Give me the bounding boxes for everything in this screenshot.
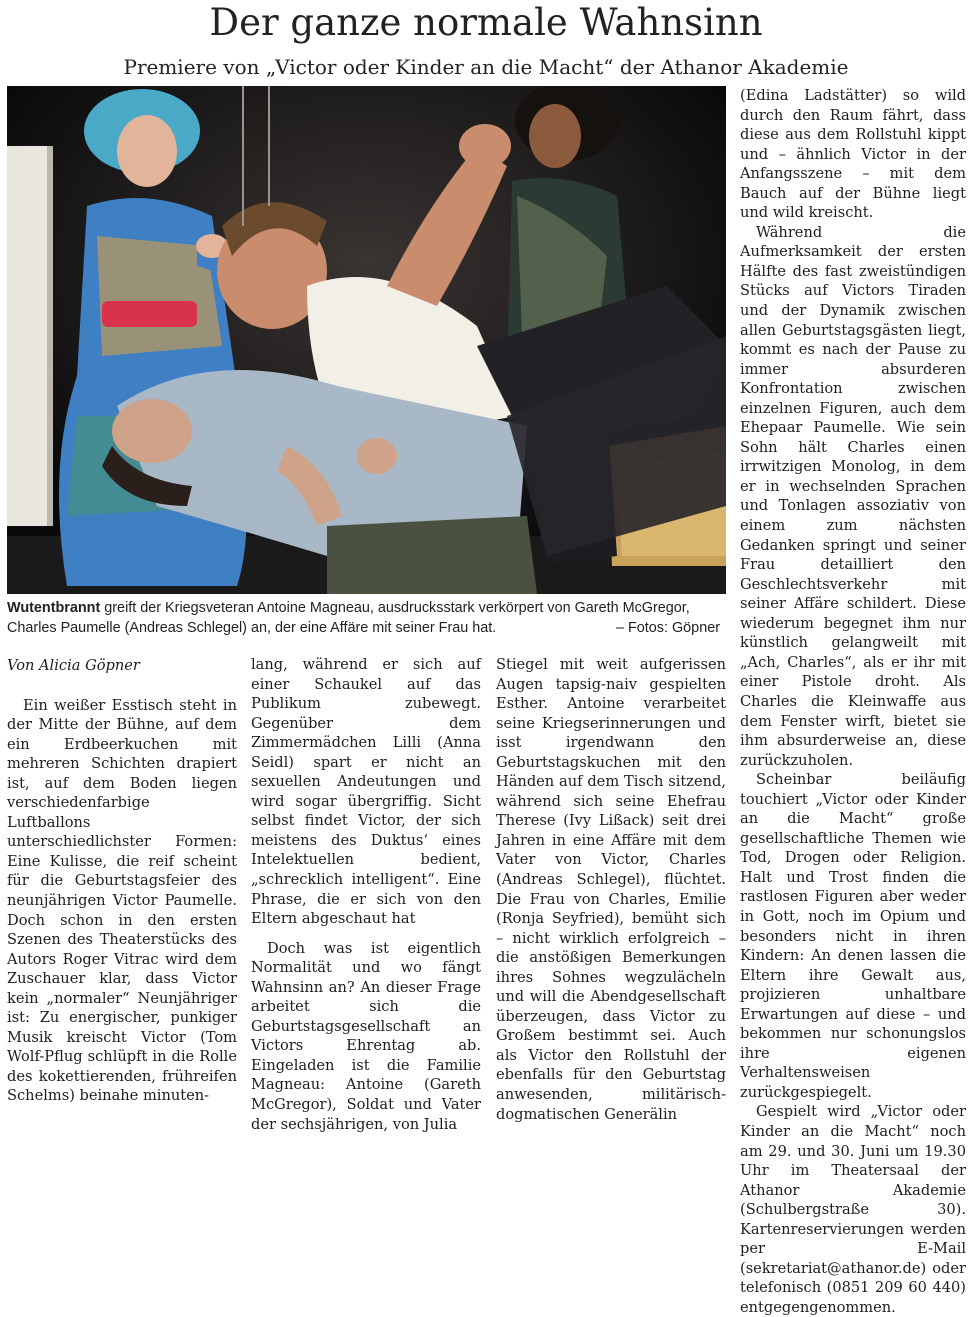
byline: Von Alicia Göpner: [7, 657, 140, 674]
photo-credit: – Fotos: Göpner: [616, 620, 720, 636]
subheadline: Premiere von „Victor oder Kinder an die Macht“ der Athanor Akademie: [123, 55, 849, 79]
headline: Der ganze normale Wahnsinn: [209, 1, 763, 44]
stage-photo-illustration: [7, 86, 726, 594]
paragraph: Während die Aufmerksamkeit der ersten Hälfte des fast zweistündigen Stücks auf Victors Tiraden und der Dynamik zwischen allen Geburtstagsgästen liegt, kommt es nach der Pause zu immer absurderen Konfrontation zwischen einzelnen Figuren, auch dem Ehepaar Paumelle. Wie sein Sohn hält Charles einen irrwitzigen Monolog, in dem er in wechselnden Sprachen und Tonlagen assoziativ von einem zum nächsten Gedanken springt und seiner Frau detailliert den Geschlechtsverkehr mit seiner Affäre schildert. Diese wiederum begegnet ihm nur künstlich gelangweilt mit „Ach, Charles“, als er ihr mit einer Pistole droht. Als Charles die Kleinwaffe aus dem Fenster wirft, bietet sie ihm absurderweise an, diese zurückzuholen.: [740, 223, 966, 769]
article-column-1: [7, 656, 237, 1106]
paragraph: Doch was ist eigentlich Normalität und wo fängt Wahnsinn an? An dieser Frage arbeitet sich die Geburtstagsgesellschaft an Victors Ehrentag ab. Eingeladen ist die Familie Magneau: Antoine (Gareth McGregor), Soldat und Vater der sechsjährigen, von Julia: [251, 939, 481, 1133]
article-column-2: [251, 655, 481, 1134]
paragraph: lang, während er sich auf einer Schaukel auf das Publikum zubewegt. Gegenüber dem Zimmermädchen Lilli (Anna Seidl) spart er nicht an sexuellen Andeutungen und wird sogar übergriffig. Sicht selbst findet Victor, der sich meistens des Duktus‘ eines Intelektuellen bedient, „schrecklich intelligent“. Eine Phrase, die er sich von den Eltern abgeschaut hat: [251, 656, 481, 928]
paragraph: Scheinbar beiläufig touchiert „Victor oder Kinder an die Macht“ große gesellschaftliche Themen wie Tod, Drogen oder Religion. Halt und Trost finden die rastlosen Figuren aber weder in Gott, noch im Opium und besonders nicht in ihren Kindern: An denen lassen die Eltern ihre Gewalt aus, projizieren unhaltbare Erwartungen auf diese – und bekommen nur schonungslos ihre eigenen Verhaltensweisen zurückgespiegelt.: [740, 771, 966, 1101]
caption-lead: Wutentbrannt: [7, 600, 101, 616]
article-column-3: [496, 655, 726, 1124]
paragraph: Ein weißer Esstisch steht in der Mitte der Bühne, auf dem ein Erdbeerkuchen mit mehreren Schichten drapiert ist, auf dem Boden liegen verschiedenfarbige Luftballons unterschiedlichster Formen: Eine Kulisse, die reif scheint für die Geburtstagsfeier des neunjährigen Victor Paumelle. Doch schon in den ersten Szenen des Theaterstücks des Autors Roger Vitrac wird dem Zuschauer klar, dass Victor kein „normaler“ Neunjähriger ist: Zu energischer, punkiger Musik kreischt Victor (Tom Wolf-Pflug schlüpft in die Rolle des kokettierenden, frühreifen Schelms) beinahe minuten-: [7, 696, 237, 1105]
paragraph: Stiegel mit weit aufgerissen Augen tapsig-naiv gespielten Esther. Antoine verarbeitet seine Kriegserinnerungen und isst irgendwann den Geburtstagskuchen mit den Händen auf dem Tisch sitzend, während sich seine Ehefrau Therese (Ivy Lißack) seit drei Jahren in eine Affäre mit dem Vater von Victor, Charles (Andreas Schlegel), flüchtet. Die Frau von Charles, Emilie (Ronja Seyfried), bemüht sich – nicht wirklich erfolgreich – die anstößigen Bemerkungen ihres Sohnes wegzulächeln und will die Abendgesellschaft überzeugen, dass Victor zu Großem bestimmt sei. Auch als Victor den Rollstuhl der ebenfalls für den Geburtstag anwesenden, militärisch-dogmatischen Generälin: [496, 656, 726, 1123]
caption-text: greift der Kriegsveteran Antoine Magneau, ausdrucksstark verkörpert von Gareth McGregor, Charles Paumelle (Andreas Schlegel) an, der eine Affäre mit seiner Frau hat.: [7, 600, 690, 636]
paragraph: (Edina Ladstätter) so wild durch den Raum fährt, dass diese aus dem Rollstuhl kippt und – ähnlich Victor in der Anfangsszene – mit dem Bauch auf der Bühne liegt und wild kreischt.: [740, 87, 966, 222]
stage-photo: [7, 86, 726, 594]
paragraph: Gespielt wird „Victor oder Kinder an die Macht“ noch am 29. und 30. Juni um 19.30 Uhr im Theatersaal der Athanor Akademie (Schulbergstraße 30). Kartenreservierungen werden per E-Mail (sekretariat@athanor.de) oder telefonisch (0851 209 60 440) entgegengenommen.: [740, 1103, 966, 1316]
photo-caption: [7, 598, 726, 638]
article-column-4: [740, 86, 966, 1317]
